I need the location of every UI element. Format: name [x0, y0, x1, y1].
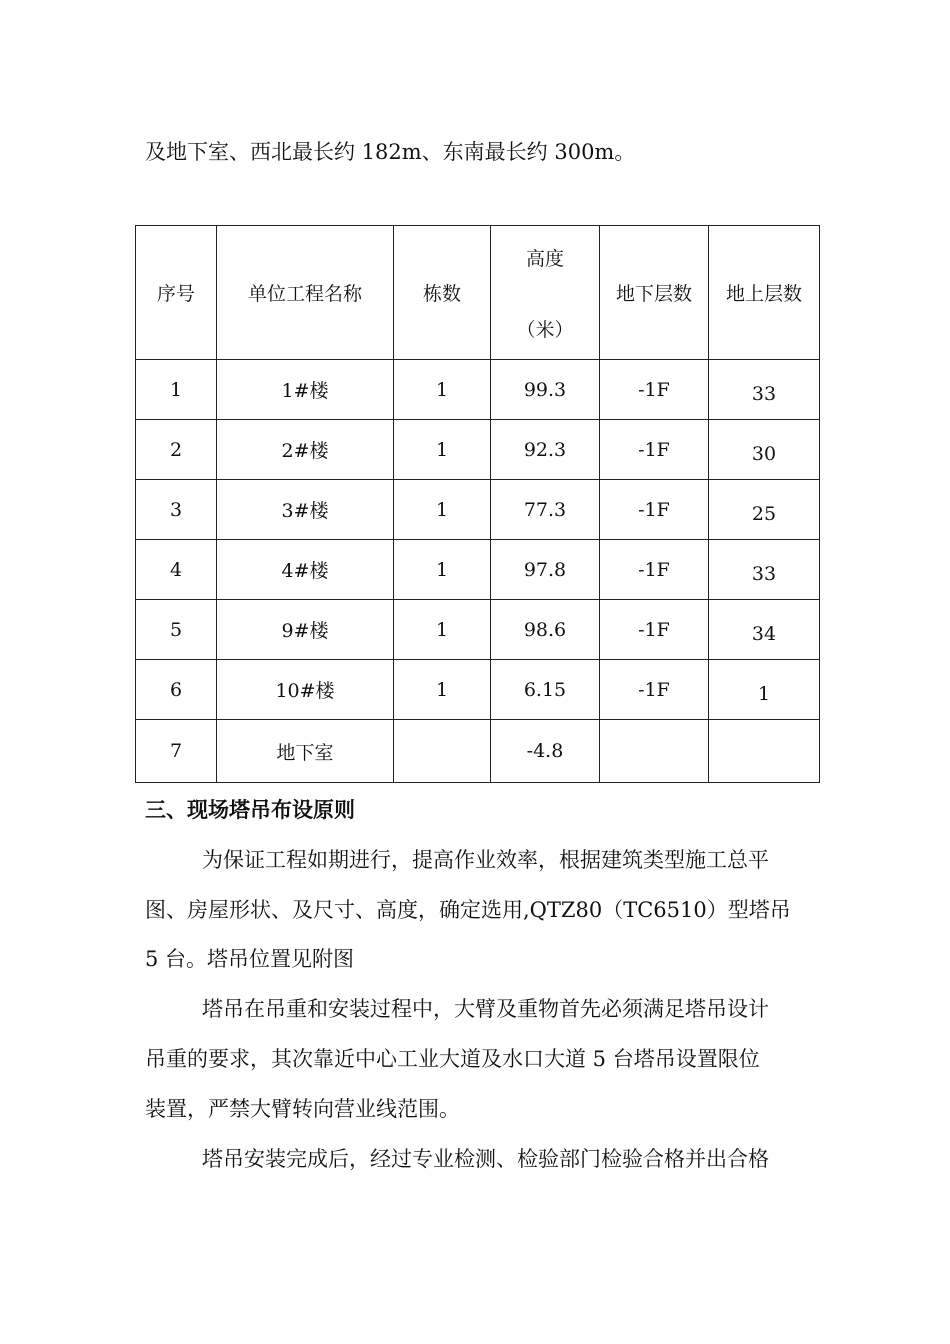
cell-above: [709, 480, 820, 540]
table-row: [136, 480, 820, 540]
cell-below: -1F: [600, 540, 709, 600]
header-above: 地上层数: [709, 226, 820, 360]
cell-count: 1: [394, 540, 491, 600]
cell-count: 1: [394, 660, 491, 720]
header-height-label: 高度: [525, 247, 564, 270]
header-name: 单位工程名称: [217, 226, 394, 360]
header-height-unit: （米）: [516, 318, 574, 341]
section-heading: 三、现场塔吊布设原则: [145, 797, 355, 822]
cell-count: 1: [394, 600, 491, 660]
cell-count: [394, 720, 491, 783]
cell-seq: 3: [136, 480, 217, 540]
cell-name: 2#楼: [217, 420, 394, 480]
cell-seq: 1: [136, 360, 217, 420]
cell-height: 98.6: [491, 600, 600, 660]
cell-below: -1F: [600, 420, 709, 480]
table-row: [136, 660, 820, 720]
header-seq: 序号: [136, 226, 217, 360]
table-row: [136, 720, 820, 783]
header-below: 地下层数: [600, 226, 709, 360]
cell-seq: 7: [136, 720, 217, 783]
table-row: [136, 420, 820, 480]
paragraph-line: 为保证工程如期进行，提高作业效率，根据建筑类型施工总平: [202, 848, 769, 872]
table-header-row: [136, 226, 820, 360]
cell-name: 3#楼: [217, 480, 394, 540]
cell-name: 10#楼: [217, 660, 394, 720]
header-height: [491, 226, 600, 360]
cell-below: [600, 720, 709, 783]
building-table: [135, 225, 820, 783]
cell-height: 92.3: [491, 420, 600, 480]
cell-height: 97.8: [491, 540, 600, 600]
cell-seq: 5: [136, 600, 217, 660]
cell-height: 6.15: [491, 660, 600, 720]
intro-line: 及地下室、西北最长约 182m、东南最长约 300m。: [145, 140, 636, 164]
paragraph-line: 装置，严禁大臂转向营业线范围。: [145, 1097, 460, 1121]
cell-above-value: 34: [751, 622, 777, 645]
paragraph-line: 吊重的要求，其次靠近中心工业大道及水口大道 5 台塔吊设置限位: [145, 1047, 760, 1071]
table-row: [136, 600, 820, 660]
cell-name: 1#楼: [217, 360, 394, 420]
paragraph-line: 5 台。塔吊位置见附图: [145, 947, 355, 971]
cell-above: [709, 360, 820, 420]
cell-above: [709, 420, 820, 480]
cell-above: [709, 540, 820, 600]
cell-above-value: 1: [757, 682, 771, 705]
cell-seq: 6: [136, 660, 217, 720]
cell-name: 地下室: [217, 720, 394, 783]
cell-seq: 2: [136, 420, 217, 480]
cell-height: -4.8: [491, 720, 600, 783]
cell-above-value: 25: [751, 502, 777, 525]
cell-below: -1F: [600, 360, 709, 420]
paragraph-line: 图、房屋形状、及尺寸、高度，确定选用,QTZ80（TC6510）型塔吊: [145, 898, 791, 922]
cell-above: [709, 600, 820, 660]
header-count: 栋数: [394, 226, 491, 360]
cell-count: 1: [394, 360, 491, 420]
cell-name: 4#楼: [217, 540, 394, 600]
cell-below: -1F: [600, 480, 709, 540]
cell-below: -1F: [600, 600, 709, 660]
cell-above-value: 30: [751, 442, 777, 465]
cell-count: 1: [394, 420, 491, 480]
cell-height: 99.3: [491, 360, 600, 420]
table-row: [136, 360, 820, 420]
paragraph-line: 塔吊安装完成后，经过专业检测、检验部门检验合格并出合格: [202, 1147, 769, 1171]
cell-seq: 4: [136, 540, 217, 600]
cell-name: 9#楼: [217, 600, 394, 660]
cell-count: 1: [394, 480, 491, 540]
cell-above-value: 33: [751, 382, 777, 405]
table-row: [136, 540, 820, 600]
cell-height: 77.3: [491, 480, 600, 540]
paragraph-line: 塔吊在吊重和安装过程中，大臂及重物首先必须满足塔吊设计: [202, 997, 769, 1021]
cell-above: [709, 720, 820, 783]
cell-below: -1F: [600, 660, 709, 720]
cell-above: [709, 660, 820, 720]
cell-above-value: 33: [751, 562, 777, 585]
